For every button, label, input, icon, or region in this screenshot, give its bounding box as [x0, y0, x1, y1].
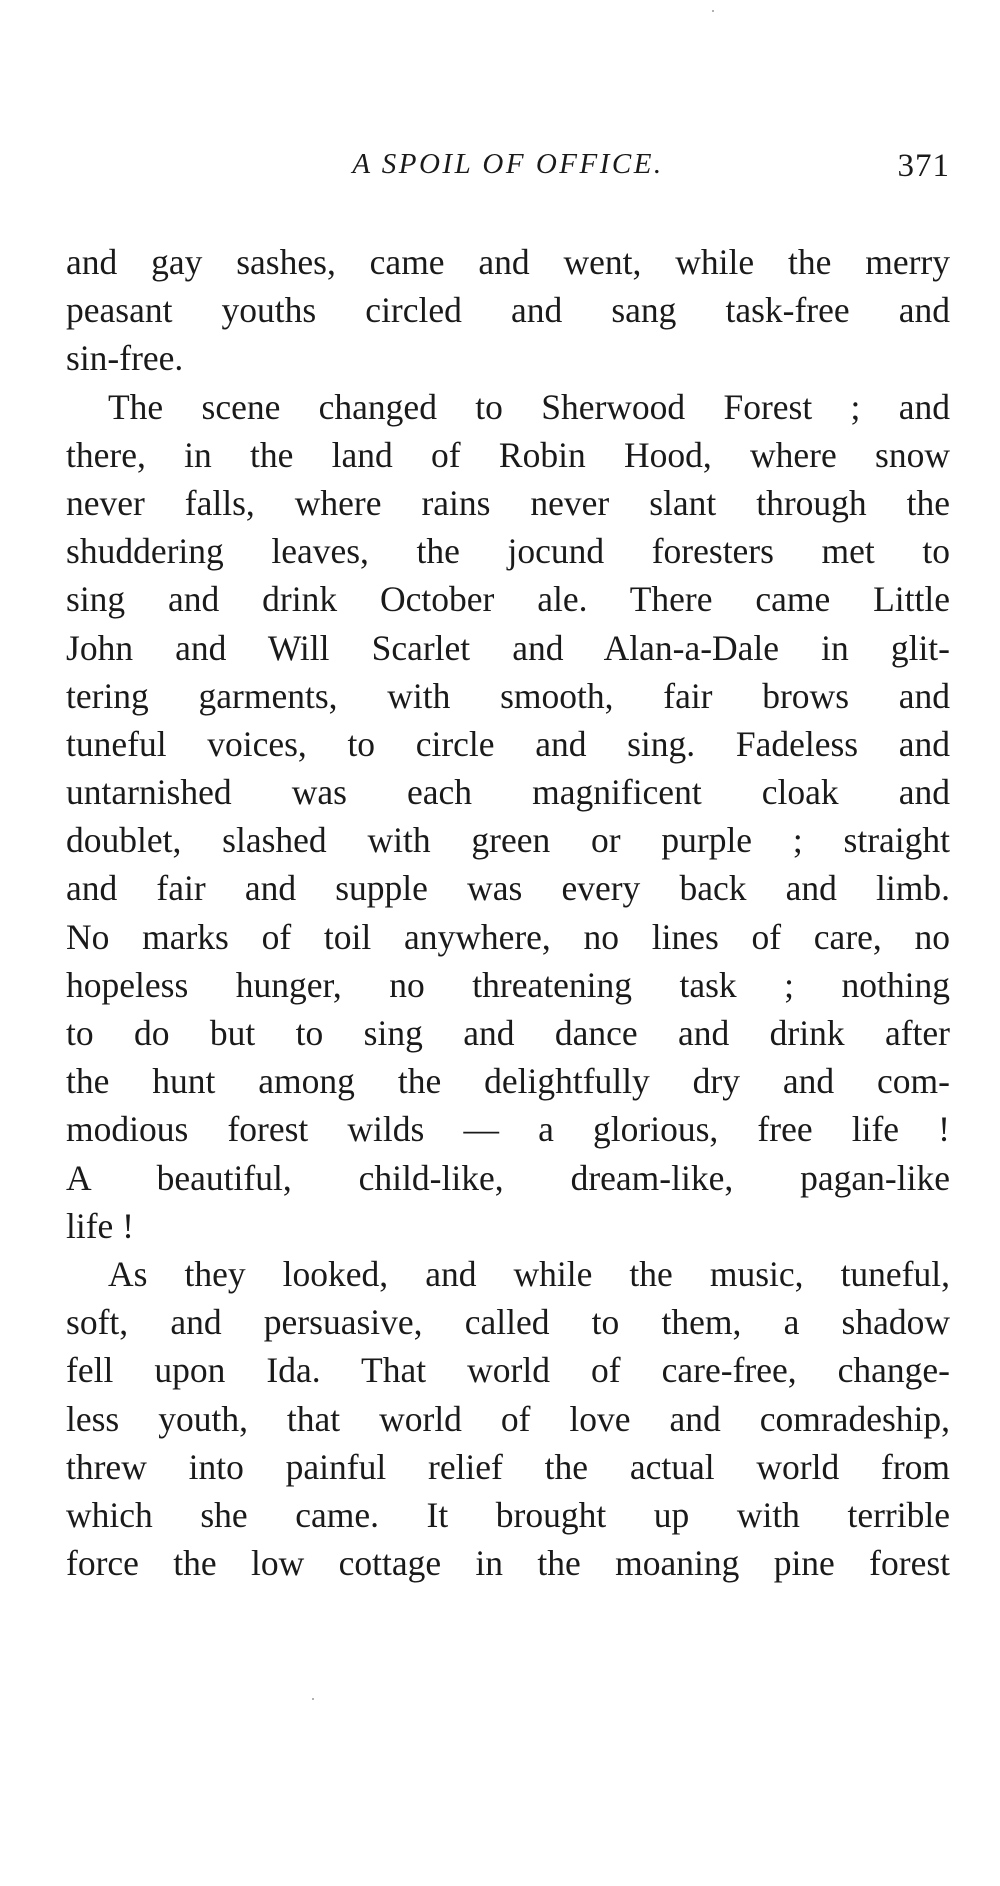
text-line: tuneful voices, to circle and sing. Fadeless and — [66, 723, 950, 764]
running-title: A SPOIL OF OFFICE. — [352, 148, 664, 180]
text-line: tering garments, with smooth, fair brows and — [66, 675, 950, 716]
page-number: 371 — [897, 148, 950, 184]
text-line: and gay sashes, came and went, while the merry — [66, 242, 950, 282]
text-line: threw into painful relief the actual world from — [66, 1446, 950, 1487]
text-line: shuddering leaves, the jocund foresters met to — [66, 531, 950, 572]
text-line: peasant youths circled and sang task-free and — [66, 290, 950, 331]
text-line: never falls, where rains never slant through the — [66, 482, 950, 523]
print-speck — [312, 1698, 314, 1700]
text-line: modious forest wilds — a glorious, free life ! — [66, 1109, 950, 1150]
text-line: sing and drink October ale. There came Little — [66, 579, 950, 620]
text-line: A beautiful, child-like, dream-like, pagan-like — [66, 1157, 950, 1198]
text-line: and fair and supple was every back and limb. — [66, 868, 950, 909]
text-line: sin-free. — [66, 338, 184, 379]
text-line: No marks of toil anywhere, no lines of care, no — [66, 916, 950, 957]
body-text — [66, 238, 950, 1587]
text-line: fell upon Ida. That world of care-free, change- — [66, 1350, 950, 1391]
text-line: less youth, that world of love and comradeship, — [66, 1398, 950, 1439]
text-line: soft, and persuasive, called to them, a shadow — [66, 1302, 950, 1343]
text-line: untarnished was each magnificent cloak and — [66, 772, 950, 813]
text-line: which she came. It brought up with terrible — [66, 1494, 950, 1535]
paragraph-3 — [66, 1250, 950, 1587]
text-line: the hunt among the delightfully dry and com- — [66, 1061, 950, 1102]
text-line: life ! — [66, 1205, 135, 1246]
paragraph-1 — [66, 238, 950, 383]
text-line: The scene changed to Sherwood Forest ; and — [108, 386, 950, 427]
text-line: doublet, slashed with green or purple ; straight — [66, 820, 950, 861]
text-line: John and Will Scarlet and Alan-a-Dale in glit- — [66, 627, 950, 668]
text-line: there, in the land of Robin Hood, where snow — [66, 434, 950, 475]
paragraph-2 — [66, 383, 950, 1250]
text-line: As they looked, and while the music, tuneful, — [108, 1253, 950, 1294]
text-line: force the low cottage in the moaning pine forest — [66, 1543, 950, 1584]
text-line: hopeless hunger, no threatening task ; nothing — [66, 964, 950, 1005]
text-line: to do but to sing and dance and drink after — [66, 1013, 950, 1053]
print-speck — [712, 10, 714, 12]
running-header — [66, 148, 950, 198]
